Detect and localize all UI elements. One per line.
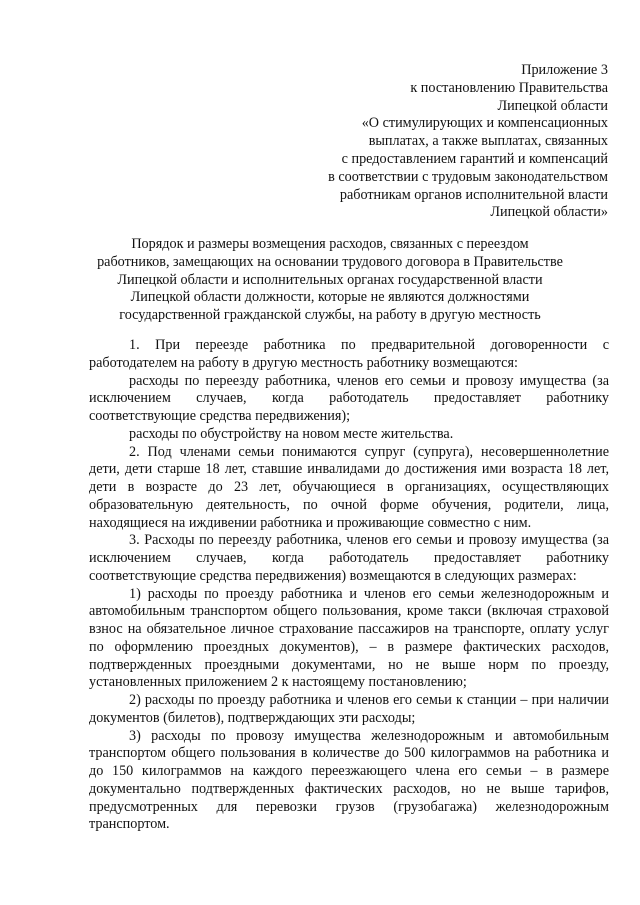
document-title [80, 236, 580, 325]
title-line: работников, замещающих на основании трудового договора в Правительстве [97, 253, 563, 270]
appendix-line: с предоставлением гарантий и компенсаций [341, 150, 608, 167]
appendix-line: работникам органов исполнительной власти [339, 186, 608, 203]
title-line: государственной гражданской службы, на работу в другую местность [119, 307, 541, 324]
document-body [89, 337, 609, 834]
title-line: Липецкой области и исполнительных органах государственной власти [117, 271, 543, 288]
paragraph-1: 1. При переезде работника по предварительной договоренности с работодателем на работу в другую местность работнику возмещаются: [89, 337, 609, 371]
paragraph-travel-expenses: расходы по переезду работника, членов его семьи и провозу имущества (за исключением случаев, когда работодатель предоставляет работнику соответствующие средства передвижения); [89, 372, 609, 424]
appendix-line: к постановлению Правительства [410, 79, 608, 96]
appendix-line: «О стимулирующих и компенсационных [361, 115, 608, 132]
paragraph-3: 3. Расходы по переезду работника, членов его семьи и провозу имущества (за исключением случаев, когда работодатель предоставляет работнику соответствующие средства передвижения) возмещаются в следующих размерах: [89, 532, 609, 584]
appendix-line: Липецкой области» [490, 204, 608, 221]
title-line: Порядок и размеры возмещения расходов, связанных с переездом [131, 236, 529, 252]
appendix-header [278, 62, 608, 222]
subparagraph-2: 2) расходы по проезду работника и членов его семьи к станции – при наличии документов (билетов), подтверждающих эти расходы; [89, 692, 609, 726]
paragraph-2: 2. Под членами семьи понимаются супруг (супруга), несовершеннолетние дети, дети старше 18 лет, ставшие инвалидами до достижения ими возраста 18 лет, дети в возрасте до 23 лет, обучающиеся в организациях, осуществляющих образовательную деятельность, по очной форме обучения, родители, лица, находящиеся на иждивении работника и проживающие совместно с ним. [89, 443, 609, 531]
appendix-line: в соответствии с трудовым законодательством [328, 168, 608, 185]
appendix-line: выплатах, а также выплатах, связанных [368, 133, 608, 150]
appendix-line: Приложение 3 [521, 62, 608, 78]
title-line: Липецкой области должности, которые не являются должностями [130, 289, 530, 306]
paragraph-settling-expenses: расходы по обустройству на новом месте жительства. [129, 425, 454, 442]
subparagraph-3: 3) расходы по провозу имущества железнодорожным и автомобильным транспортом общего пользования в количестве до 500 килограммов на работника и до 150 килограммов на каждого переезжающего члена его семьи – в размере документально подтвержденных фактических расходов, но не выше тарифов, предусмотренных для перевозки грузов (грузобагажа) железнодорожным транспортом. [89, 727, 609, 833]
appendix-line: Липецкой области [497, 97, 608, 114]
subparagraph-1: 1) расходы по проезду работника и членов его семьи железнодорожным и автомобильным транспортом общего пользования, кроме такси (включая страховой взнос на обязательное личное страхование пассажиров на транспорте, оплату услуг по оформлению проездных документов), – в размере фактических расходов, подтвержденных проездными документами, но не выше норм по проезду, установленных приложением 2 к настоящему постановлению; [89, 585, 609, 691]
